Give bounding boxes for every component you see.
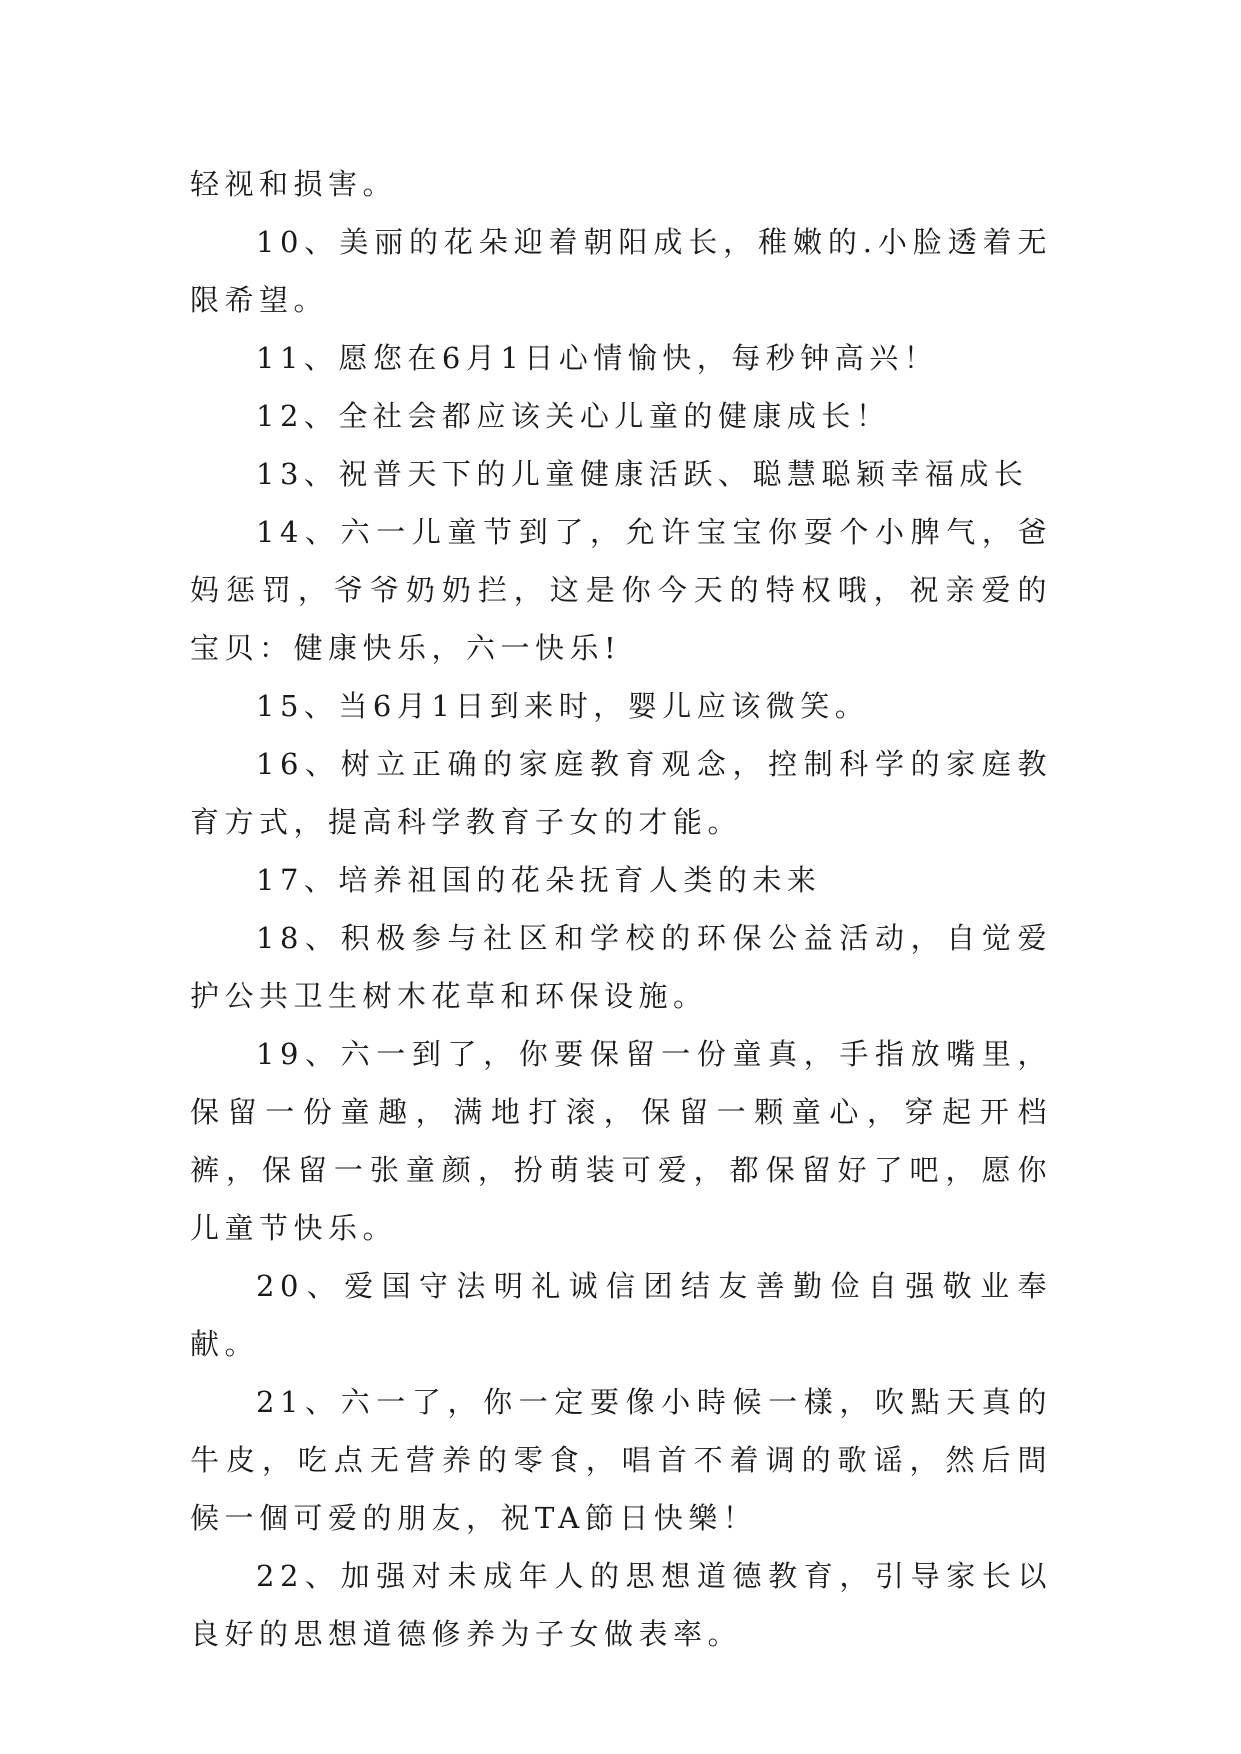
paragraph-item-14: 14、六一儿童节到了，允许宝宝你耍个小脾气，爸妈惩罚，爷爷奶奶拦，这是你今天的特权哦，祝亲爱的宝贝：健康快乐，六一快乐! — [190, 515, 1052, 665]
paragraph-item-20: 20、爱国守法明礼诚信团结友善勤俭自强敬业奉献。 — [190, 1269, 1052, 1361]
document-body — [190, 155, 1052, 1663]
paragraph-item-22: 22、加强对未成年人的思想道德教育，引导家长以良好的思想道德修养为子女做表率。 — [190, 1559, 1052, 1651]
paragraph-item-12: 12、全社会都应该关心儿童的健康成长！ — [256, 399, 891, 433]
paragraph-item-10: 10、美丽的花朵迎着朝阳成长，稚嫩的.小脸透着无限希望。 — [190, 225, 1052, 317]
paragraph-item-11: 11、愿您在6月1日心情愉快，每秒钟高兴！ — [256, 341, 939, 375]
paragraph-item-13: 13、祝普天下的儿童健康活跃、聪慧聪颖幸福成长 — [256, 457, 1029, 491]
paragraph-item-21: 21、六一了，你一定要像小時候一樣，吹點天真的牛皮，吃点无营养的零食，唱首不着调的歌谣，然后問候一個可爱的朋友，祝TA節日快樂！ — [190, 1385, 1052, 1535]
paragraph-item-15: 15、当6月1日到来时，婴儿应该微笑。 — [256, 689, 870, 723]
paragraph-item-17: 17、培养祖国的花朵抚育人类的未来 — [256, 863, 822, 897]
paragraph-item-16: 16、树立正确的家庭教育观念，控制科学的家庭教育方式，提高科学教育子女的才能。 — [190, 747, 1052, 839]
paragraph-item-18: 18、积极参与社区和学校的环保公益活动，自觉爱护公共卫生树木花草和环保设施。 — [190, 921, 1052, 1013]
paragraph-item-19: 19、六一到了，你要保留一份童真，手指放嘴里，保留一份童趣，满地打滚，保留一颗童心，穿起开档裤，保留一张童颜，扮萌装可爱，都保留好了吧，愿你儿童节快乐。 — [190, 1037, 1052, 1245]
paragraph-continuation: 轻视和损害。 — [190, 167, 398, 201]
